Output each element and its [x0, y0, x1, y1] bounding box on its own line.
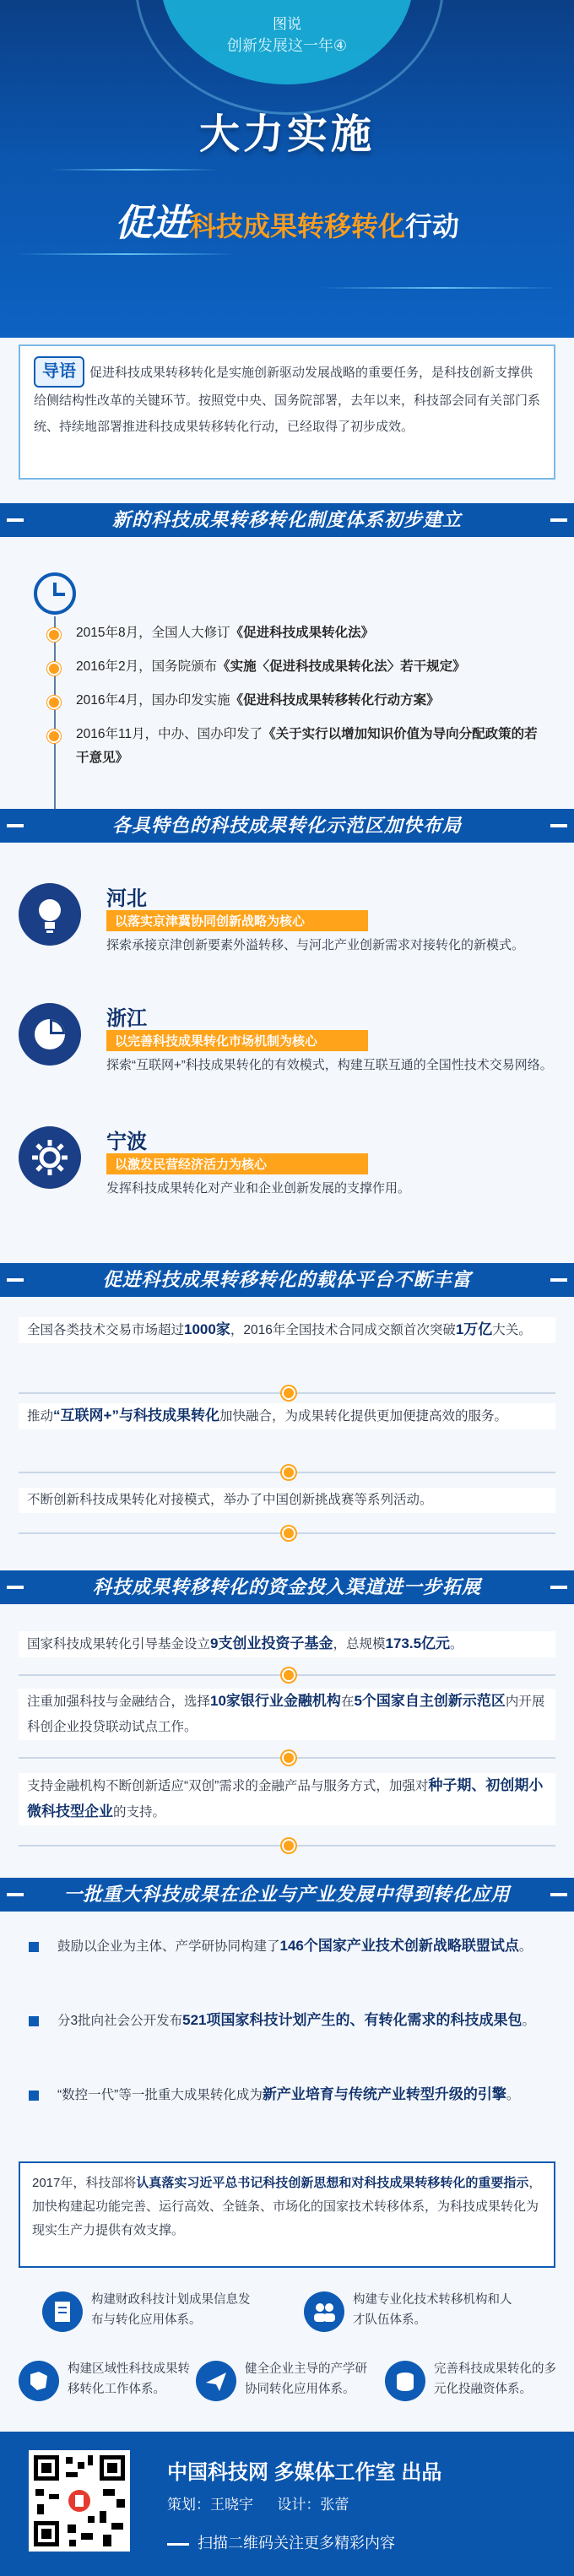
scan-hint: 扫描二维码关注更多精彩内容 [167, 2531, 395, 2553]
separator [19, 1751, 555, 1765]
timeline-dot [47, 662, 61, 675]
document-icon [42, 2291, 83, 2332]
text: 的支持。 [113, 1805, 166, 1819]
highlight: 新产业培育与传统产业转型升级的引擎 [262, 2086, 506, 2102]
text: 。 [506, 2088, 520, 2102]
platform-item [19, 1317, 555, 1343]
timeline-text [76, 655, 545, 679]
timeline-item [47, 655, 545, 679]
timeline-date: 2016年11月，中办、国办印发了 [76, 727, 263, 741]
subtitle-highlight: 科技成果转移转化 [188, 211, 405, 241]
bullet-square [29, 2091, 39, 2101]
funding-item [19, 1689, 555, 1740]
qr-code[interactable] [29, 2450, 130, 2552]
text: 加快融合，为成果转化提供更加便捷高效的服务。 [219, 1409, 507, 1424]
text: ，2016年全国技术合同成交额首次突破 [230, 1323, 456, 1337]
application-item [29, 2082, 552, 2108]
feature-text: 构建区域性科技成果转移转化工作体系。 [68, 2362, 190, 2396]
highlight: 1万亿 [455, 1321, 493, 1337]
text: 。 [522, 2014, 536, 2028]
region-name: 河北 [106, 887, 147, 910]
section-banner-2: 各具特色的科技成果转化示范区加快布局 [0, 809, 574, 843]
timeline-doc: 《促进科技成果转移转化行动方案》 [230, 693, 440, 708]
separator [19, 1668, 555, 1682]
platform-item [19, 1403, 555, 1429]
subtitle-prefix: 促进 [114, 203, 189, 244]
bullet-text [57, 2082, 552, 2108]
page-title: 大力实施 [198, 112, 375, 157]
intro-paragraph [34, 356, 540, 440]
timeline-date: 2016年4月，国办印发实施 [76, 693, 230, 708]
timeline-item [47, 689, 545, 713]
text: 。 [518, 1939, 533, 1954]
text: ，总规模 [333, 1637, 386, 1651]
timeline-dot [47, 729, 61, 743]
coins-icon [385, 2361, 425, 2401]
funding-item [19, 1631, 555, 1657]
feature-text: 完善科技成果转化的多元化投融资体系。 [434, 2362, 556, 2396]
bullet-square [29, 2016, 39, 2026]
text: 鼓励以企业为主体、产学研协同构建了 [57, 1939, 280, 1954]
highlight: 173.5亿元 [385, 1635, 451, 1651]
funding-item [19, 1773, 555, 1825]
bullet-text [57, 2008, 552, 2034]
light-ray [51, 169, 219, 171]
intro-box [19, 344, 555, 480]
subtitle-end: 行动 [405, 211, 460, 241]
timeline [19, 557, 555, 827]
feature-text: 构建专业化技术转移机构和人才队伍体系。 [353, 2293, 512, 2327]
application-item [29, 1933, 552, 1960]
separator [19, 1527, 555, 1540]
plane-icon [196, 2361, 236, 2401]
platform-item: 不断创新科技成果转化对接模式，举办了中国创新挑战赛等系列活动。 [19, 1488, 555, 1513]
text: 注重加强科技与金融结合，选择 [27, 1695, 211, 1709]
region-desc: 探索承接京津创新要素外溢转移、与河北产业创新需求对接转化的新模式。 [106, 938, 525, 952]
timeline-item [47, 723, 545, 770]
light-ray [321, 287, 557, 289]
highlight: 认真落实习近平总书记科技创新思想和对科技成果转移转化的重要指示 [136, 2176, 529, 2190]
planner-name: 王晓宇 [210, 2497, 253, 2513]
hero-tag: 图说 [273, 16, 301, 32]
timeline-date: 2016年2月，国务院颁布 [76, 659, 218, 674]
highlight: 5个国家自主创新示范区 [354, 1693, 506, 1709]
section-banner-5: 一批重大科技成果在企业与产业发展中得到转化应用 [0, 1878, 574, 1912]
timeline-text [76, 621, 545, 645]
highlight: 10家银行业金融机构 [210, 1693, 341, 1709]
feature-text: 构建财政科技计划成果信息发布与转化应用体系。 [91, 2293, 251, 2327]
page-subtitle [0, 193, 574, 247]
region-desc: 探索“互联网+”科技成果转化的有效模式，构建互联互通的全国性技术交易网络。 [106, 1058, 553, 1072]
lightbulb-icon [19, 883, 81, 946]
text: “数控一代”等一批重大成果转化成为 [57, 2088, 263, 2102]
section-banner-4: 科技成果转移转化的资金投入渠道进一步拓展 [0, 1570, 574, 1604]
application-item [29, 2008, 552, 2034]
intro-badge: 导语 [34, 356, 84, 388]
highlight: 种子期、初创期小微科技型企业 [27, 1777, 544, 1819]
plan-label: 策划： [167, 2497, 210, 2513]
bullet-text [57, 1933, 552, 1960]
timeline-date: 2015年8月，全国人大修订 [76, 626, 230, 640]
timeline-doc: 《关于实行以增加知识价值为导向分配政策的若干意见》 [76, 727, 538, 765]
text: 国家科技成果转化引导基金设立 [27, 1637, 211, 1651]
timeline-doc: 《实施〈促进科技成果转化法〉若干规定》 [217, 659, 466, 674]
footer-credits [167, 2492, 349, 2514]
timeline-item [47, 621, 545, 645]
clock-icon [34, 572, 76, 615]
region-name: 浙江 [106, 1007, 147, 1030]
separator [19, 1839, 555, 1852]
text: 。 [450, 1637, 463, 1651]
hero-header [0, 0, 574, 338]
light-ray [17, 253, 236, 255]
design-label: 设计： [277, 2497, 321, 2513]
region-tagline: 以落实京津冀协同创新战略为核心 [106, 910, 368, 931]
separator [19, 1466, 555, 1479]
designer-name: 张蕾 [320, 2497, 349, 2513]
highlight: 146个国家产业技术创新战略联盟试点 [279, 1938, 519, 1954]
highlight: 9支创业投资子基金 [210, 1635, 333, 1651]
region-desc: 发挥科技成果转化对产业和企业创新发展的支撑作用。 [106, 1181, 411, 1196]
section-banner-1: 新的科技成果转移转化制度体系初步建立 [0, 503, 574, 537]
highlight: 521项国家科技计划产生的、有转化需求的科技成果包 [182, 2012, 523, 2028]
text: 在 [340, 1695, 355, 1709]
timeline-dot [47, 628, 61, 642]
section-banner-3: 促进科技成果转移转化的载体平台不断丰富 [0, 1263, 574, 1297]
region-tagline: 以完善科技成果转化市场机制为核心 [106, 1030, 368, 1051]
timeline-line [54, 616, 56, 819]
bullet-square [29, 1942, 39, 1952]
text: 2017年，科技部将 [32, 2176, 137, 2190]
text: 全国各类技术交易市场超过 [27, 1323, 185, 1337]
highlight: 1000家 [184, 1321, 230, 1337]
timeline-doc: 《促进科技成果转化法》 [230, 626, 375, 640]
text: 大关。 [492, 1323, 532, 1337]
gear-icon [19, 1126, 81, 1189]
timeline-text [76, 723, 545, 770]
map-icon [19, 2361, 59, 2401]
separator [19, 1386, 555, 1400]
footer-org: 中国科技网 多媒体工作室 出品 [167, 2461, 442, 2484]
people-icon [304, 2291, 344, 2332]
timeline-text [76, 689, 545, 713]
text: 支持金融机构不断创新适应“双创”需求的金融产品与服务方式，加强对 [27, 1779, 429, 1793]
intro-text: 促进科技成果转移转化是实施创新驱动发展战略的重要任务，是科技创新支撑供给侧结构性改革的关键环节。按照党中央、国务院部署，去年以来，科技部会同有关部门系统、持续地部署推进科技成果转移转化行动，已经取得了初步成效。 [34, 366, 541, 434]
footer [0, 2432, 574, 2576]
region-name: 宁波 [106, 1131, 147, 1153]
text: 分3批向社会公开发布 [57, 2014, 183, 2028]
hero-series: 创新发展这一年④ [226, 37, 348, 54]
region-tagline: 以激发民营经济活力为核心 [106, 1153, 368, 1174]
text: 推动 [27, 1409, 54, 1424]
highlight: “互联网+”与科技成果转化 [53, 1407, 219, 1424]
text: ，加快构建起功能完善、运行高效、全链条、市场化的国家技术转移体系，为科技成果转化为现实生产力提供有效支撑。 [32, 2176, 542, 2237]
timeline-dot [47, 696, 61, 709]
summary-box [19, 2161, 555, 2268]
feature-text: 健全企业主导的产学研协同转化应用体系。 [245, 2362, 367, 2396]
text: 内开展科创企业投贷联动试点工作。 [27, 1695, 545, 1734]
pie-chart-icon [19, 1003, 81, 1066]
